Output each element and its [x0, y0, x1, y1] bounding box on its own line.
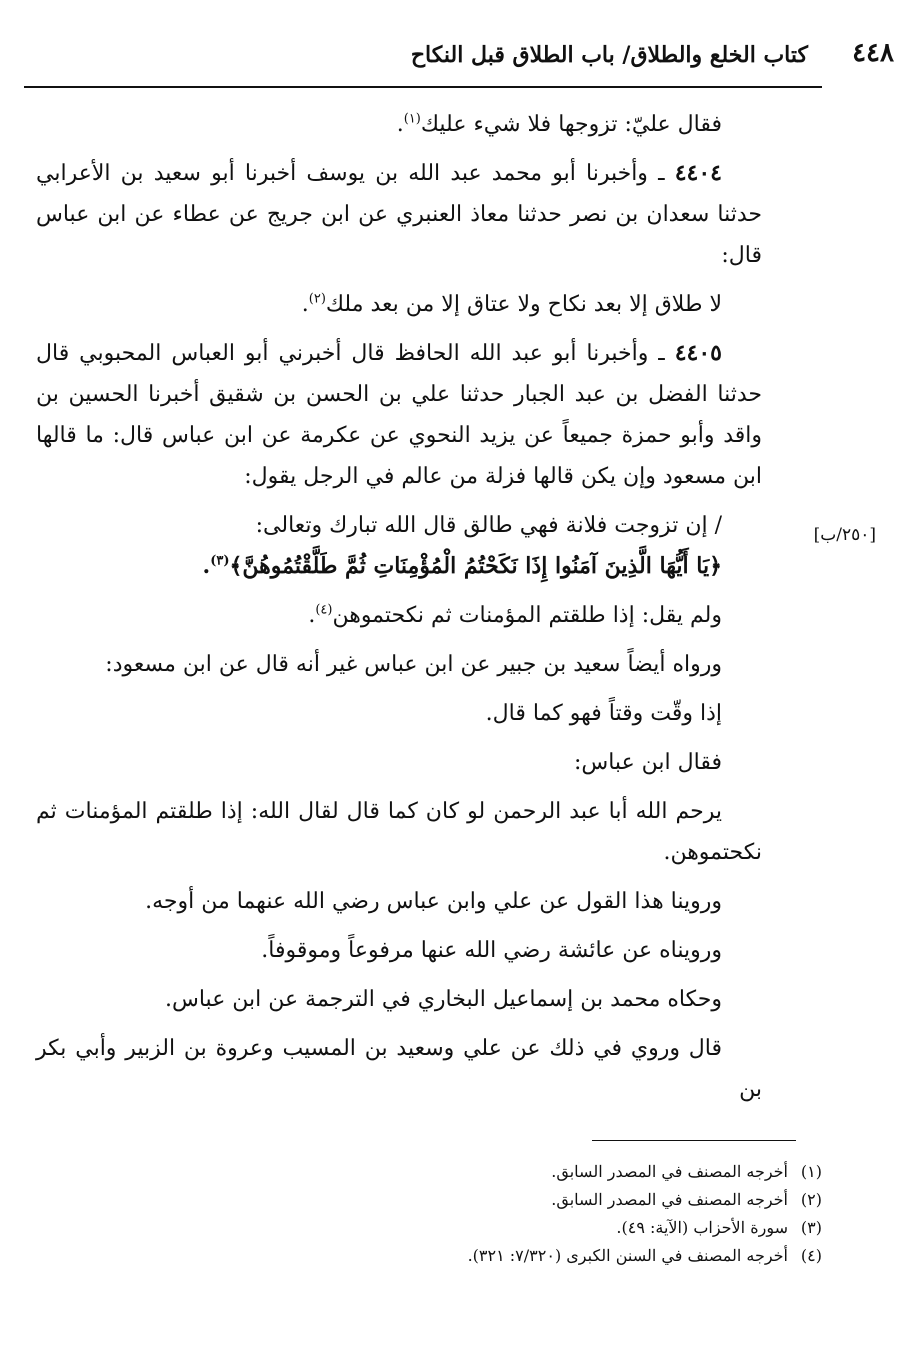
hadith-paragraph: ٤٤٠٤ ـ وأخبرنا أبو محمد عبد الله بن يوسف أخبرنا أبو سعيد بن الأعرابي حدثنا سعدان بن نصر حدثنا معاذ العنبري عن ابن جريج عن عطاء عن ابن عباس قال: [36, 160, 762, 268]
hadith-paragraph: ٤٤٠٥ ـ وأخبرنا أبو عبد الله الحافظ قال أخبرني أبو العباس المحبوبي قال حدثنا الفضل بن عبد الجبار حدثنا علي بن الحسن بن شقيق أخبرنا الحسين بن واقد وأبو حمزة جميعاً عن يزيد النحوي عن عكرمة عن ابن عباس قال: ما قالها ابن مسعود وإن يكن قالها فزلة من عالم في الرجل يقول: [36, 340, 762, 489]
quran-verse: ﴿يَا أَيُّهَا الَّذِينَ آمَنُوا إِذَا نَكَحْتُمُ الْمُؤْمِنَاتِ ثُمَّ طَلَّقْتُمُوهُنَّ﴾$^{(٣)}$. [202, 553, 722, 579]
manuscript-folio-note: [٢٥٠/ب] [813, 525, 876, 545]
paragraph: وروينا هذا القول عن علي وابن عباس رضي الله عنهما من أوجه. [145, 889, 722, 914]
footnote-number: (٤) [800, 1246, 822, 1265]
page-number: ٤٤٨ [852, 38, 894, 68]
paragraph: ورواه أيضاً سعيد بن جبير عن ابن عباس غير أنه قال عن ابن مسعود: [105, 652, 722, 677]
footnotes [300, 1158, 822, 1270]
footnote-item [300, 1242, 822, 1270]
paragraph: يرحم الله أبا عبد الرحمن لو كان كما قال لقال الله: إذا طلقتم المؤمنات ثم نكحتموهن. [36, 799, 762, 865]
paragraph: لا طلاق إلا بعد نكاح ولا عتاق إلا من بعد ملك$^{(٢)}$. [301, 291, 722, 317]
footnote-number: (١) [800, 1162, 822, 1181]
footnote-number: (٣) [800, 1218, 822, 1237]
footnote-item [300, 1186, 822, 1214]
footnote-text: أخرجه المصنف في السنن الكبرى (٧/٣٢٠: ٣٢١). [467, 1246, 788, 1265]
footnote-item [300, 1158, 822, 1186]
paragraph: فقال ابن عباس: [573, 750, 722, 775]
footnote-text: أخرجه المصنف في المصدر السابق. [551, 1162, 788, 1181]
footnote-number: (٢) [800, 1190, 822, 1209]
footnote-ref: (٢) [308, 291, 326, 307]
paragraph: إذا وقّت وقتاً فهو كما قال. [485, 701, 722, 726]
page-header [24, 36, 894, 88]
footnote-ref: (٤) [315, 602, 333, 618]
footnote-item [300, 1214, 822, 1242]
footnote-ref: (٣) [210, 553, 230, 569]
paragraph: فقال عليّ: تزوجها فلا شيء عليك$^{(١)}$. [396, 111, 722, 137]
paragraph: قال وروي في ذلك عن علي وسعيد بن المسيب وعروة بن الزبير وأبي بكر بن [36, 1036, 762, 1102]
running-title: كتاب الخلع والطلاق/ باب الطلاق قبل النكاح [410, 42, 808, 68]
footnote-text: أخرجه المصنف في المصدر السابق. [551, 1190, 788, 1209]
paragraph: / إن تزوجت فلانة فهي طالق قال الله تبارك وتعالى: [255, 513, 722, 538]
paragraph: ولم يقل: إذا طلقتم المؤمنات ثم نكحتموهن$^{(٤)}$. [308, 602, 722, 628]
hadith-number: ٤٤٠٤ [674, 160, 722, 186]
footnote-separator [592, 1140, 796, 1141]
paragraph: ورويناه عن عائشة رضي الله عنها مرفوعاً وموقوفاً. [261, 938, 722, 963]
footnote-text: سورة الأحزاب (الآية: ٤٩). [616, 1218, 788, 1237]
paragraph: وحكاه محمد بن إسماعيل البخاري في الترجمة عن ابن عباس. [165, 987, 722, 1012]
hadith-number: ٤٤٠٥ [674, 340, 722, 366]
main-text [36, 104, 762, 1118]
footnote-ref: (١) [403, 111, 421, 127]
